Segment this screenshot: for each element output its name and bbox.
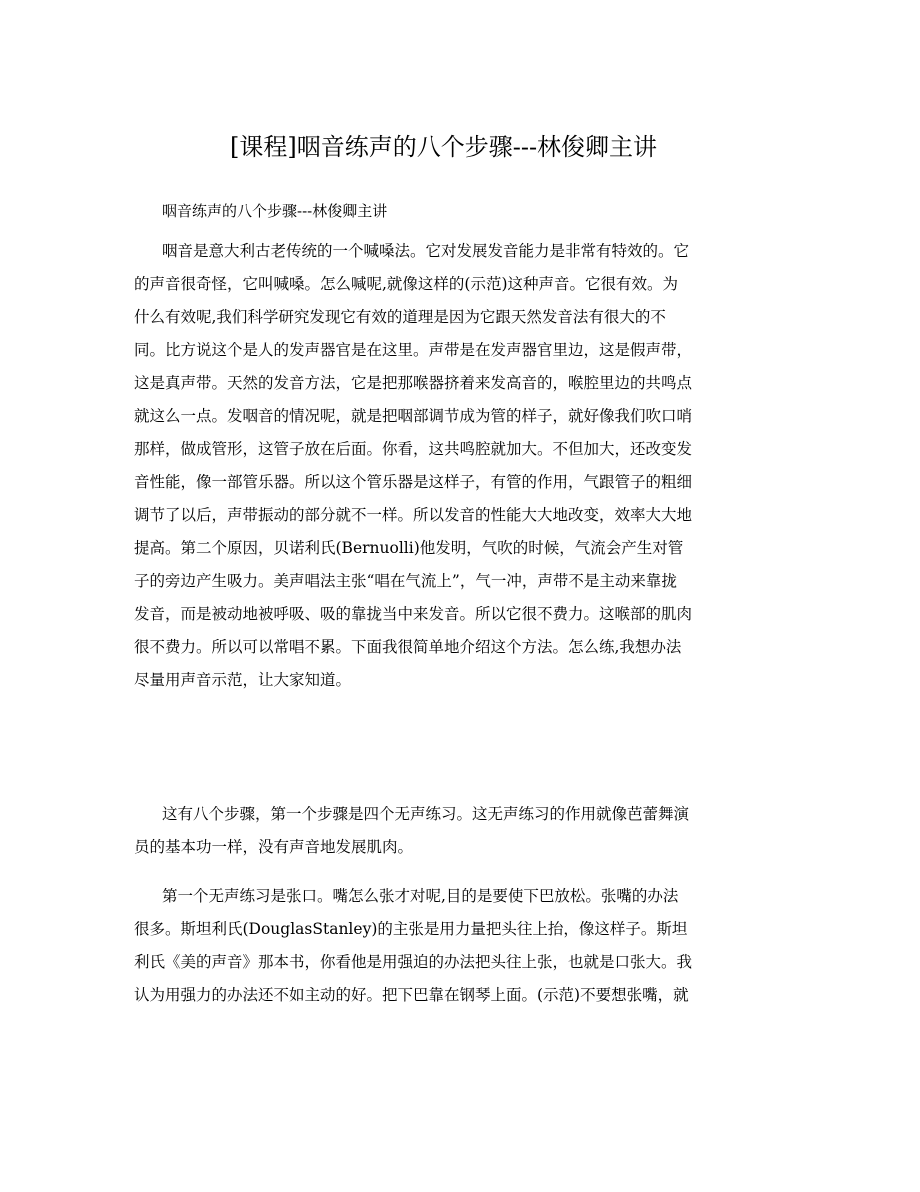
- paragraph-line: 这是真声带。天然的发音方法，它是把那喉器挤着来发高音的，喉腔里边的共鸣点: [134, 374, 693, 392]
- paragraph-line: 认为用强力的办法还不如主动的好。把下巴靠在钢琴上面。(示范)不要想张嘴，就: [134, 986, 689, 1004]
- paragraph-line: 咽音是意大利古老传统的一个喊嗓法。它对发展发音能力是非常有特效的。它: [162, 242, 690, 260]
- paragraph-3: [134, 880, 714, 1012]
- document-title: [课程]咽音练声的八个步骤---林俊卿主讲: [230, 133, 658, 161]
- paragraph-line: 那样，做成管形，这管子放在后面。你看，这共鸣腔就加大。不但加大，还改变发: [134, 440, 693, 458]
- paragraph-line: 很不费力。所以可以常唱不累。下面我很简单地介绍这个方法。怎么练,我想办法: [134, 638, 682, 656]
- paragraph-line: 就这么一点。发咽音的情况呢，就是把咽部调节成为管的样子，就好像我们吹口哨: [134, 407, 693, 425]
- paragraph-line: 的声音很奇怪，它叫喊嗓。怎么喊呢,就像这样的(示范)这种声音。它很有效。为: [134, 275, 679, 293]
- paragraph-line: 什么有效呢,我们科学研究发现它有效的道理是因为它跟天然发音法有很大的不: [134, 308, 666, 326]
- paragraph-line: 这有八个步骤，第一个步骤是四个无声练习。这无声练习的作用就像芭蕾舞演: [162, 805, 690, 823]
- paragraph-line: 利氏《美的声音》那本书，你看他是用强迫的办法把头往上张，也就是口张大。我: [134, 953, 693, 971]
- paragraph-line: 音性能，像一部管乐器。所以这个管乐器是这样子，有管的作用，气跟管子的粗细: [134, 473, 693, 491]
- paragraph-line: 调节了以后，声带振动的部分就不一样。所以发音的性能大大地改变，效率大大地: [134, 506, 693, 524]
- paragraph-line: 同。比方说这个是人的发声器官是在这里。声带是在发声器官里边，这是假声带，: [134, 341, 693, 359]
- document-subtitle: 咽音练声的八个步骤---林俊卿主讲: [162, 202, 388, 220]
- paragraph-line: 尽量用声音示范，让大家知道。: [134, 671, 352, 689]
- paragraph-line: 第一个无声练习是张口。嘴怎么张才对呢,目的是要使下巴放松。张嘴的办法: [162, 887, 679, 905]
- paragraph-1: [134, 235, 714, 697]
- paragraph-line: 发音，而是被动地被呼吸、吸的靠拢当中来发音。所以它很不费力。这喉部的肌肉: [134, 605, 693, 623]
- paragraph-line: 子的旁边产生吸力。美声唱法主张“唱在气流上”，气一冲，声带不是主动来靠拢: [134, 572, 677, 590]
- paragraph-line: 员的基本功一样，没有声音地发展肌肉。: [134, 838, 414, 856]
- paragraph-2: [134, 798, 714, 864]
- paragraph-line: 很多。斯坦利氏(DouglasStanley)的主张是用力量把头往上抬，像这样子。斯坦: [134, 920, 688, 938]
- paragraph-line: 提高。第二个原因，贝诺利氏(Bernuolli)他发明，气吹的时候，气流会产生对管: [134, 539, 684, 557]
